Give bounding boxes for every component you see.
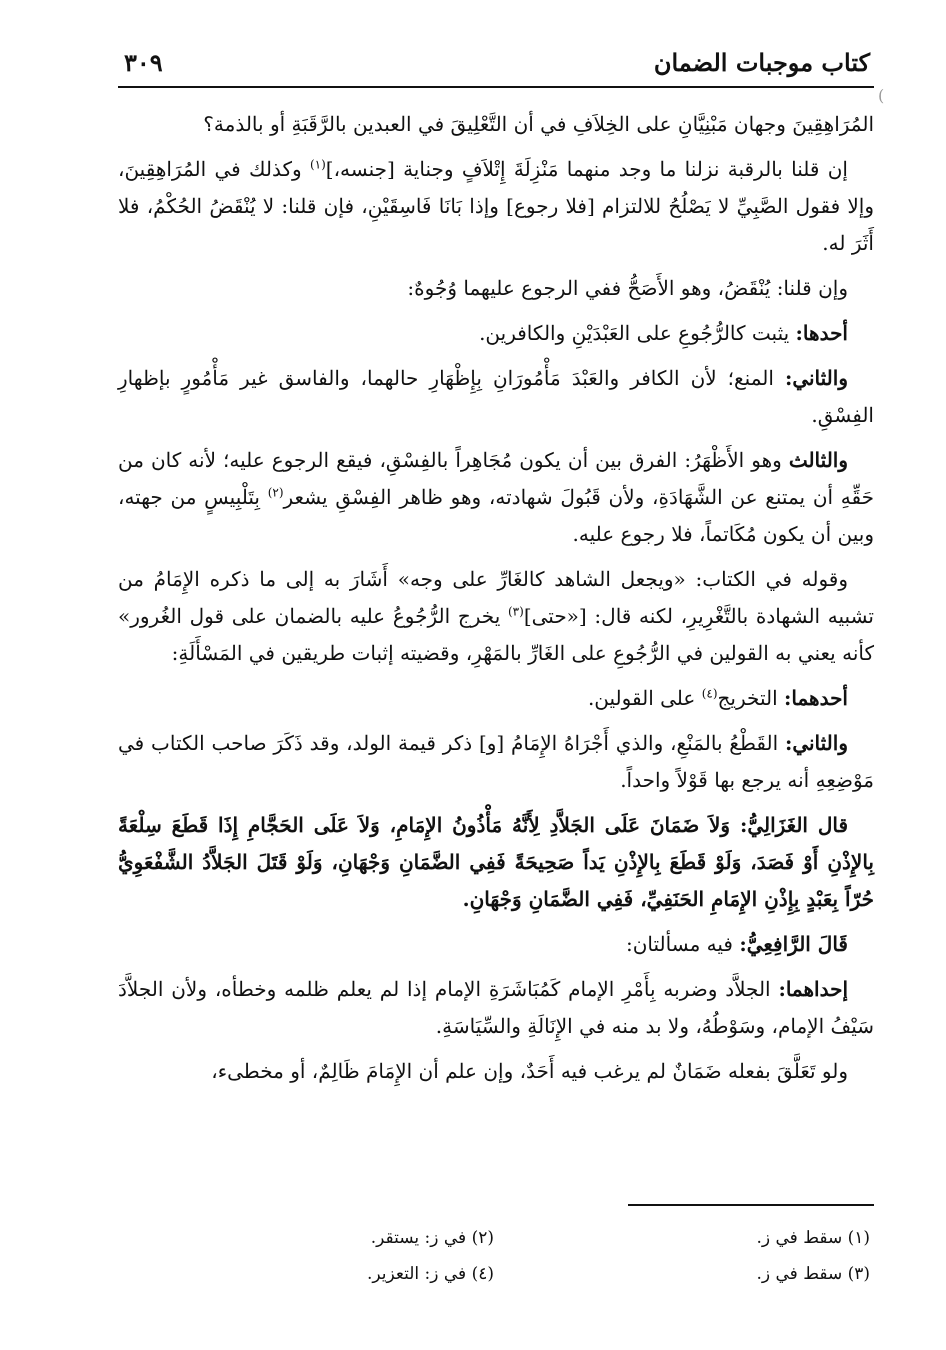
paragraph: [118, 971, 874, 1045]
paragraph-lead: قال الغَزَالِيُّ:: [739, 813, 849, 837]
footnote-marker: (٢): [267, 485, 284, 500]
paragraph: [118, 926, 874, 963]
footnote-row: [118, 1256, 870, 1292]
paragraph-text: وإن قلنا: يُنْقَضُ، وهو الأَصَحُّ ففي الرجوع عليهما وُجُوهٌ:: [407, 276, 848, 300]
paragraph: [118, 442, 874, 553]
paragraph-lead: والثالث: [788, 448, 848, 472]
footnote: (٤) في ز: التعزير.: [367, 1264, 494, 1284]
paragraph-text: يثبت كالرُّجُوعِ على العَبْدَيْنِ والكافرين.: [479, 321, 796, 345]
paragraph-text: التخريج: [717, 686, 784, 710]
paragraph: [118, 1053, 874, 1090]
footnote: (٢) في ز: يستقر.: [370, 1228, 494, 1248]
footnote-marker: (٤): [701, 686, 718, 701]
paragraph-lead: إحداهما:: [778, 977, 848, 1001]
paragraph-text: يخرج الرُّجُوعُ عليه بالضمان على قول الغُرور» كأنه يعني به القولين في الرُّجُوعِ على الغَارِّ بالمَهْرِ، وقضيته إثبات طريقين في المَسْأَلَةِ:: [118, 604, 874, 665]
paragraph-text: وكذلك في المُرَاهِقِينَ، وإلا فقول الصَّبِيِّ لا يَصْلُحُ للالتزام [فلا رجوع] وإذا بَانَا فَاسِقَيْنِ، فإن قلنا: لا يُنْقَضُ الحُكْمُ، فلا أَثَرَ له.: [118, 157, 874, 255]
running-title: كتاب موجبات الضمان: [653, 48, 870, 77]
paragraph: [118, 315, 874, 352]
paragraph-text: وهو الأَظْهَرُ: الفرق بين أن يكون مُجَاهِراً بالفِسْقِ، فيقع الرجوع عليه؛ لأنه كان من حَقِّهِ أن يمتنع عن الشَّهَادَةِ، ولأن قَبُولَ شهادته، وهو ظاهر الفِسْقِ يشعر: [118, 448, 874, 509]
footnote-marker: (١): [309, 157, 326, 172]
paragraph-lead: أحدهما:: [783, 686, 848, 710]
footnote: (١) سقط في ز.: [756, 1228, 870, 1248]
paragraph-text: القَطْعُ بالمَنْعِ، والذي أَجْرَاهُ الإِمَامُ [و] ذكر قيمة الولد، وقد ذَكَرَ صاحب الكتاب في مَوْضِعِهِ أنه يرجع بها قَوْلاً واحداً.: [118, 731, 874, 792]
running-header: [118, 42, 874, 88]
paragraph-text: الجلاَّد وضربه بِأَمْرِ الإمام كَمُبَاشَرَةِ الإمام إذا لم يعلم ظلمه وخطأه، ولأن الجلاَّدَ سَيْفُ الإمام، وسَوْطُهُ، ولا بد منه في الإِنَالَةِ والسِّيَاسَةِ.: [118, 977, 874, 1038]
paragraph: [118, 360, 874, 434]
paragraph-text: المنع؛ لأن الكافر والعَبْدَ مَأْمُورَانِ بِإِظْهَارِ حالهما، والفاسق غير مَأْمُورٍ بإظهارِ الفِسْقِ.: [118, 366, 874, 427]
paragraph-lead: قَالَ الرَّافِعِيُّ:: [739, 932, 848, 956]
paragraph: [118, 270, 874, 307]
footnote-row: [118, 1220, 870, 1256]
footnote-marker: (٣): [507, 604, 524, 619]
paragraph-text: فيه مسألتان:: [626, 932, 740, 956]
paragraph-lead: والثاني:: [784, 731, 848, 755]
paragraph: [118, 561, 874, 672]
paragraph-text: ولو تَعَلَّقَ بفعله ضَمَانٌ لم يرغب فيه أَحَدٌ، وإن علم أن الإِمَامَ ظَالِمٌ، أو مخطىء،: [211, 1059, 848, 1083]
footnote-divider: [628, 1204, 874, 1206]
paragraph: [118, 725, 874, 799]
paragraph: [118, 106, 874, 143]
quoted-text: وَلاَ ضَمَانَ عَلَى الجَلاَّدِ لِأَنَّهُ مَأْذُونُ الإِمَامِ، وَلاَ عَلَى الحَجَّامِ إِذَا قَطَعَ سِلْعَةً بِالإِذْنِ أَوْ فَصَدَ، وَلَوْ قَطَعَ بِالإِذْنِ يَداً صَحِيحَةً فَفِي الضَّمَانِ وَجْهَانِ، وَلَوْ قَتَلَ الجَلاَّدُ الشَّفْعَوِيُّ حُرّاً بِعَبْدٍ بِإِذْنِ الإِمَامِ الحَنَفِيِّ، فَفِي الضَّمَانِ وَجْهَانِ.: [118, 813, 874, 911]
paragraph-lead: أحدها:: [795, 321, 848, 345]
book-page: [118, 42, 874, 1332]
paragraph-text: بِتَلْبِيسٍ من جهته، وبين أن يكون مُكَاتماً، فلا رجوع عليه.: [118, 485, 874, 546]
footnote: (٣) سقط في ز.: [756, 1264, 870, 1284]
paragraph-text: على القولين.: [587, 686, 702, 710]
paragraph-text: وقوله في الكتاب: «ويجعل الشاهد كالغَارِّ على وجه» أَشَارَ به إلى ما ذكره الإِمَامُ من تشبيه الشهادة بالتَّغْرِيرِ، لكنه قال: [«حتى]: [118, 567, 875, 628]
paragraph: [118, 680, 874, 717]
paragraph-text: المُرَاهِقِينَ وجهان مَبْنِيَّانِ على الخِلاَفِ في أن التَّعْلِيقَ في العبدين بالرَّقَبَةِ أو بالذمة؟: [203, 112, 874, 136]
paragraph-lead: والثاني:: [784, 366, 848, 390]
paragraph: [118, 151, 874, 262]
paragraph-text: إن قلنا بالرقبة نزلنا ما وجد منهما مَنْزِلَةَ إِتْلاَفٍ وجناية [جنسه،]: [325, 157, 848, 181]
quoted-paragraph: [118, 807, 874, 918]
page-number: ٣٠٩: [124, 48, 163, 77]
body-text: [118, 106, 874, 1090]
footnotes: [118, 1220, 870, 1292]
margin-mark: (: [878, 86, 885, 105]
